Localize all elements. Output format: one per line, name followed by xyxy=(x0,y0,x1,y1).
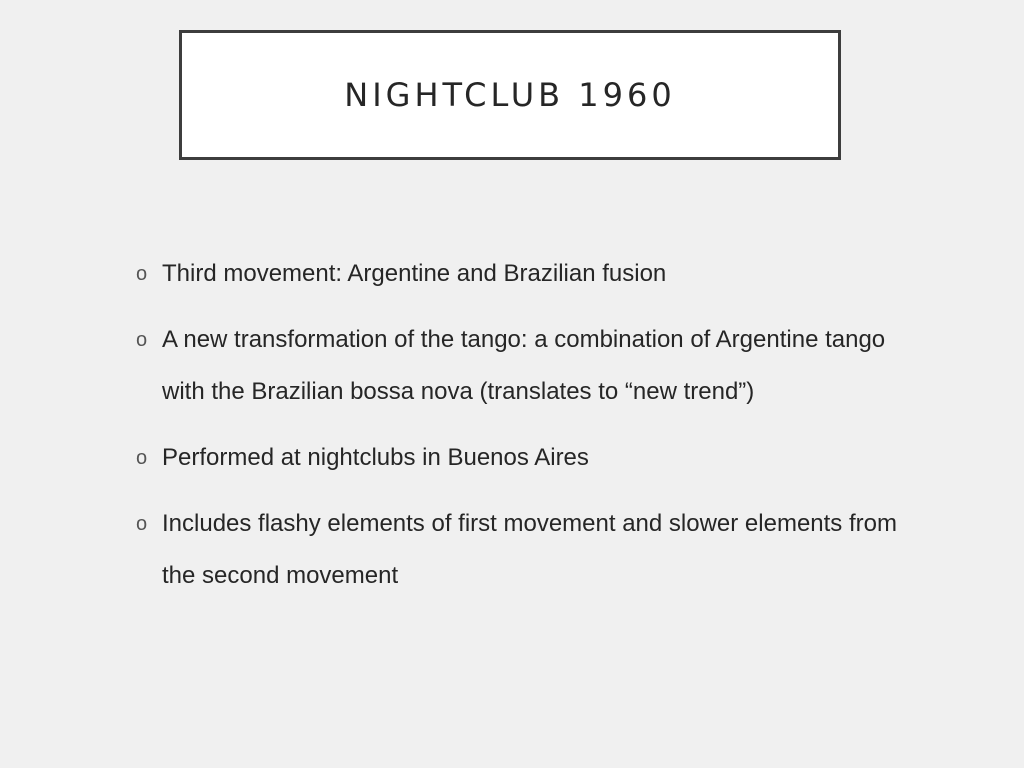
title-box xyxy=(179,30,841,160)
bullet-item xyxy=(136,314,916,418)
bullet-text: Performed at nightclubs in Buenos Aires xyxy=(162,444,589,471)
bullet-item xyxy=(136,498,916,602)
bullet-item xyxy=(136,432,916,484)
bullet-list xyxy=(136,248,916,616)
slide-title: NIGHTCLUB 1960 xyxy=(344,76,676,114)
bullet-marker-icon: o xyxy=(136,329,148,351)
bullet-item xyxy=(136,248,916,300)
bullet-marker-icon: o xyxy=(136,513,148,535)
bullet-marker-icon: o xyxy=(136,447,148,469)
bullet-text: A new transformation of the tango: a combination of Argentine tango with the Brazilian bossa nova (translates to “new trend”) xyxy=(162,326,886,405)
bullet-text: Includes flashy elements of first movement and slower elements from the second movement xyxy=(162,510,897,589)
bullet-marker-icon: o xyxy=(136,263,148,285)
bullet-text: Third movement: Argentine and Brazilian fusion xyxy=(162,260,667,287)
